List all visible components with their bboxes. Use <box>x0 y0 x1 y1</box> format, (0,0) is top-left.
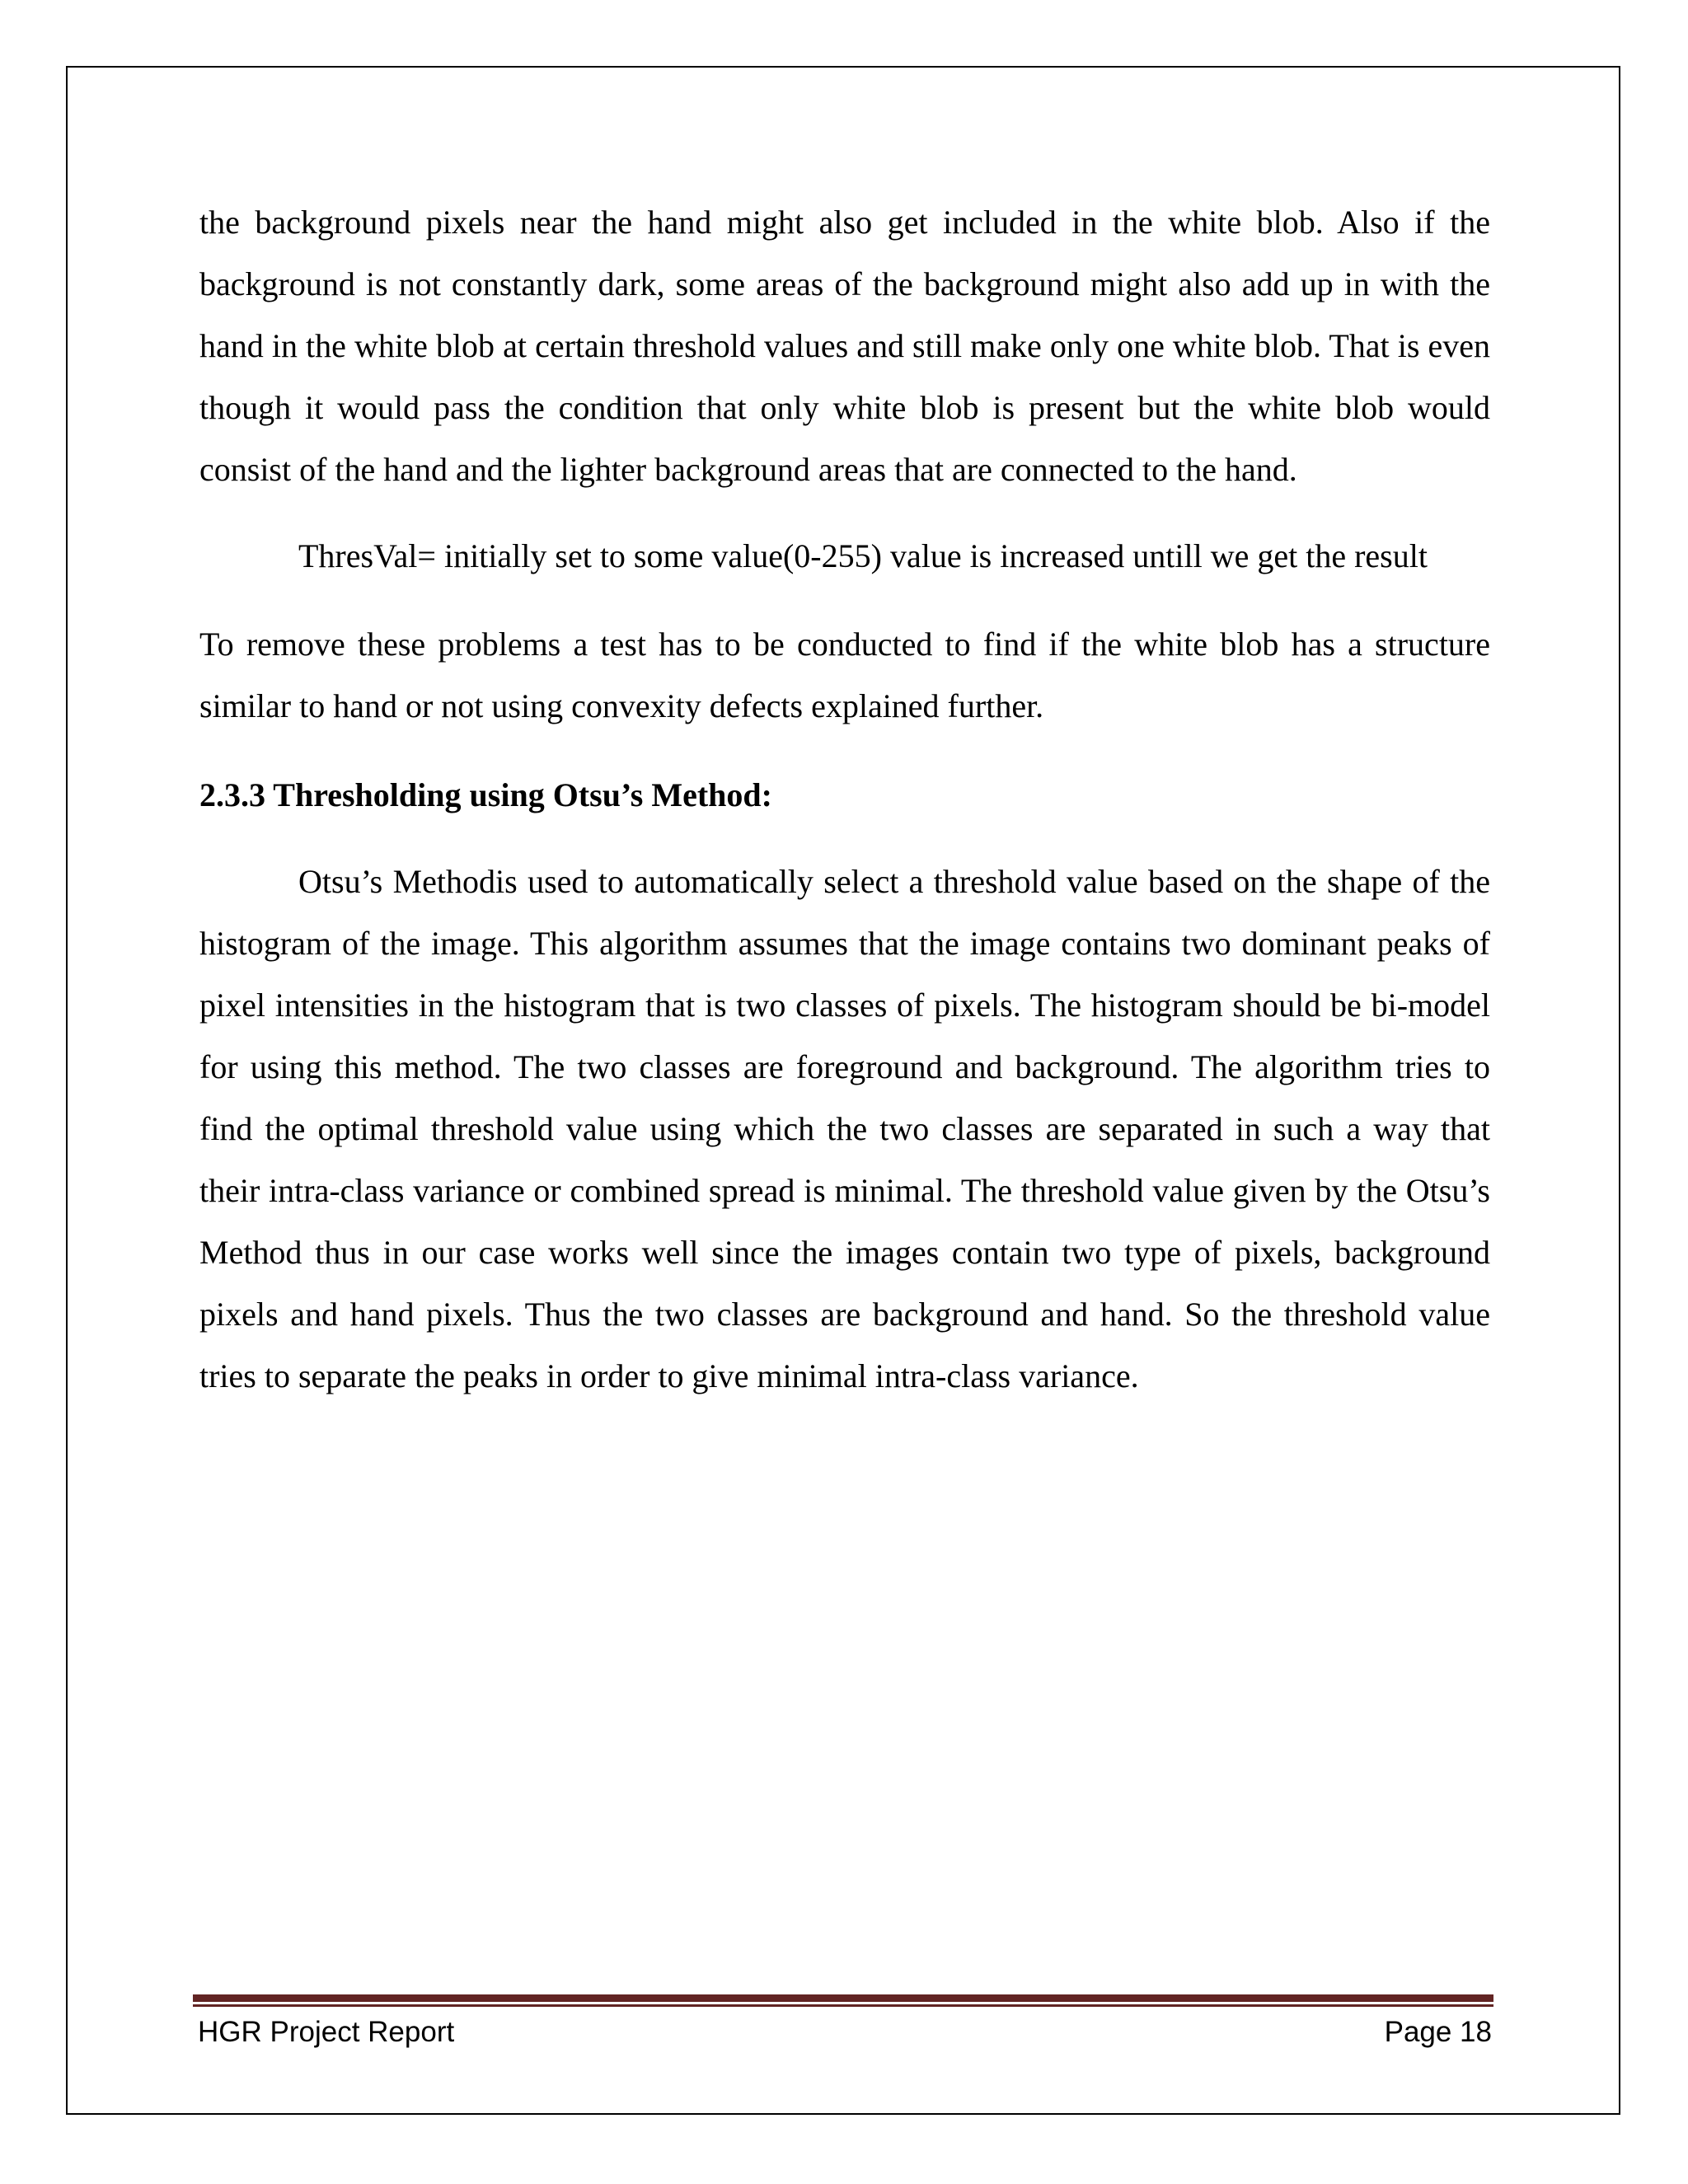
paragraph-problems: To remove these problems a test has to be conducted to find if the white blob has a structure similar to hand or not using convexity defects explained further. <box>199 626 1490 724</box>
page-content <box>199 191 1490 1407</box>
footer-rule-thick <box>193 1994 1493 2002</box>
paragraph-thresval: ThresVal= initially set to some value(0-255) value is increased untill we get the result <box>298 537 1428 574</box>
paragraph-continuation: the background pixels near the hand might also get included in the white blob. Also if the background is not constantly dark, some areas of the background might also add up in with the hand in the white blob at certain threshold values and still make only one white blob. That is even though it would pass the condition that only white blob is present but the white blob would consist of the hand and the lighter background areas that are connected to the hand. <box>199 204 1490 488</box>
footer-report-title: HGR Project Report <box>198 2016 455 2048</box>
footer-page-number: Page 18 <box>1384 2016 1492 2048</box>
paragraph-otsu: Otsu’s Methodis used to automatically select a threshold value based on the shape of the histogram of the image. This algorithm assumes that the image contains two dominant peaks of pixel intensities in the histogram that is two classes of pixels. The histogram should be bi-model for using this method. The two classes are foreground and background. The algorithm tries to find the optimal threshold value using which the two classes are separated in such a way that their intra-class variance or combined spread is minimal. The threshold value given by the Otsu’s Method thus in our case works well since the images contain two type of pixels, background pixels and hand pixels. Thus the two classes are background and hand. So the threshold value tries to separate the peaks in order to give minimal intra-class variance. <box>199 863 1490 1394</box>
footer-rule-thin <box>193 2004 1493 2007</box>
section-heading: 2.3.3 Thresholding using Otsu’s Method: <box>199 776 772 813</box>
page-footer <box>198 2009 1492 2055</box>
